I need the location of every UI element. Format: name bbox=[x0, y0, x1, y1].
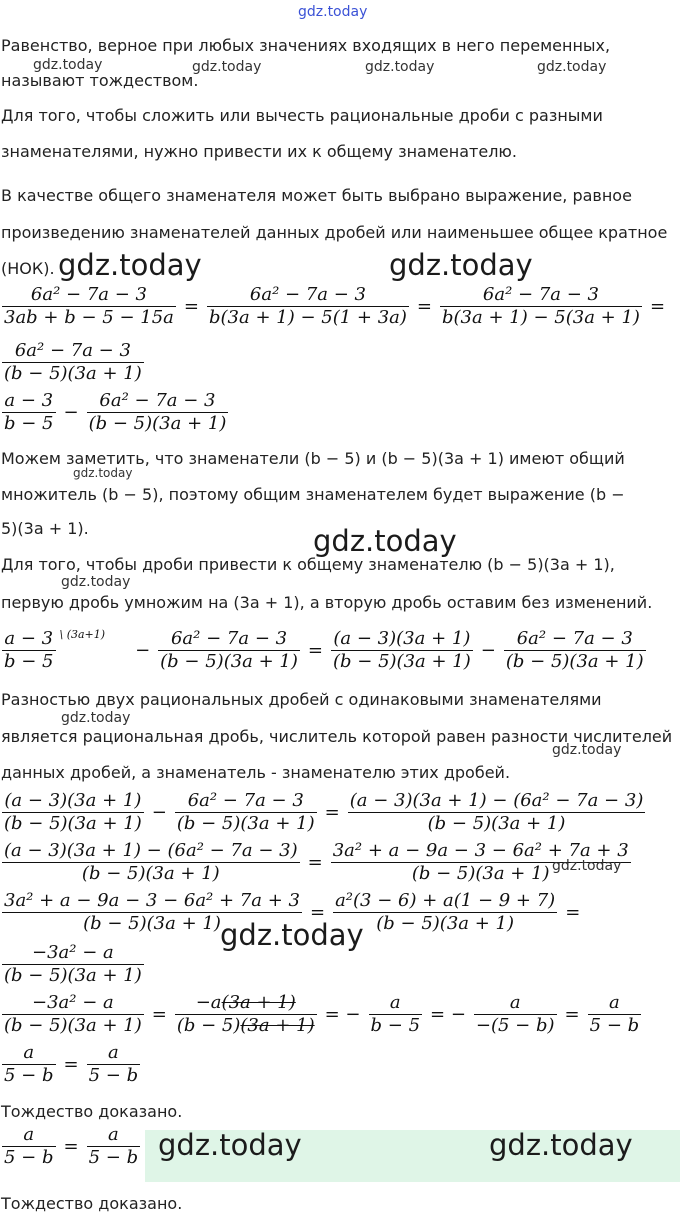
numerator: 6a² − 7a − 3 bbox=[2, 340, 144, 363]
denominator: b − 5 bbox=[4, 651, 54, 672]
paragraph-4-line-2: множитель (b − 5), поэтому общим знаменателем будет выражение (b − bbox=[1, 485, 625, 504]
denominator: (b − 5)(3a + 1) bbox=[176, 813, 315, 834]
cancelled-factor: (3a + 1) bbox=[240, 1015, 315, 1036]
equals-sign: = bbox=[151, 1004, 167, 1025]
numerator: a bbox=[2, 1124, 56, 1147]
equation-line-1 bbox=[0, 284, 671, 329]
paragraph-5-line-2: первую дробь умножим на (3a + 1), а вторую дробь оставим без изменений. bbox=[1, 593, 653, 612]
denominator: b − 5 bbox=[370, 1015, 421, 1036]
denominator: 5 − b bbox=[88, 1147, 139, 1168]
equation-line-2 bbox=[0, 390, 230, 435]
paragraph-2-line-1: Для того, чтобы сложить или вычесть рациональные дроби с разными bbox=[1, 106, 603, 125]
watermark-large: gdz.today bbox=[158, 1128, 302, 1162]
equation-line-3 bbox=[0, 628, 648, 673]
paragraph-6-line-2: является рациональная дробь, числитель которой равен разности числителей bbox=[1, 727, 673, 746]
equation-line-8 bbox=[0, 992, 643, 1037]
paragraph-3-line-1: В качестве общего знаменателя может быть выбрано выражение, равное bbox=[1, 186, 632, 205]
denominator: (b − 5)(3a + 1) bbox=[4, 363, 142, 384]
watermark-large: gdz.today bbox=[220, 918, 364, 952]
equals-minus-sign: = − bbox=[324, 1004, 361, 1025]
numerator: a bbox=[474, 992, 557, 1015]
denominator: (b − 5)(3a + 1) bbox=[4, 1015, 142, 1036]
equals-sign: = bbox=[649, 296, 666, 317]
denominator: 5 − b bbox=[4, 1065, 54, 1086]
denominator: (b − 5)(3a + 1) bbox=[333, 651, 471, 672]
numerator: a bbox=[2, 1042, 56, 1065]
paragraph-1-line-1: Равенство, верное при любых значениях входящих в него переменных, bbox=[1, 36, 611, 55]
denominator: (b − 5)(3a + 1) bbox=[4, 813, 142, 834]
watermark-small: gdz.today bbox=[552, 858, 622, 874]
equals-minus-sign: = − bbox=[430, 1004, 466, 1025]
equation-line-5 bbox=[0, 840, 633, 885]
numerator: −3a² − a bbox=[2, 992, 144, 1015]
numerator: 6a² − 7a − 3 bbox=[87, 390, 229, 413]
denominator: (b − 5)(3a + 1) bbox=[88, 413, 227, 434]
equals-sign: = bbox=[307, 852, 323, 873]
denominator: b(3a + 1) − 5(1 + 3a) bbox=[209, 307, 407, 328]
numerator: a − 3 bbox=[2, 628, 56, 651]
multiplier-annotation: \ (3a+1) bbox=[59, 628, 106, 641]
watermark-small: gdz.today bbox=[552, 742, 622, 758]
equals-sign: = bbox=[564, 1004, 580, 1025]
denominator: 5 − b bbox=[88, 1065, 139, 1086]
equation-result bbox=[0, 1124, 142, 1169]
equals-sign: = bbox=[63, 1054, 79, 1075]
denominator: (b − 5)(3a + 1) bbox=[376, 913, 515, 934]
equation-line-9 bbox=[0, 1042, 142, 1087]
cancelled-factor: (3a + 1) bbox=[221, 992, 296, 1013]
minus-sign: − bbox=[480, 640, 496, 661]
numerator: (a − 3)(3a + 1) bbox=[331, 628, 473, 651]
numerator: a bbox=[369, 992, 423, 1015]
watermark-small: gdz.today bbox=[61, 574, 131, 590]
denominator: (b − 5)(3a + 1) bbox=[4, 965, 142, 986]
watermark-small: gdz.today bbox=[73, 466, 133, 480]
paragraph-6-line-1: Разностью двух рациональных дробей с одинаковыми знаменателями bbox=[1, 690, 602, 709]
conclusion-text: Тождество доказано. bbox=[1, 1102, 183, 1121]
denominator: 5 − b bbox=[4, 1147, 54, 1168]
denominator: b − 5 bbox=[4, 413, 54, 434]
numerator: 6a² − 7a − 3 bbox=[440, 284, 642, 307]
denominator: (b − 5)(3a + 1) bbox=[411, 863, 550, 884]
denominator: −(5 − b) bbox=[475, 1015, 555, 1036]
equation-line-4 bbox=[0, 790, 647, 835]
denominator: (b − 5)(3a + 1) bbox=[83, 913, 221, 934]
numerator: 6a² − 7a − 3 bbox=[207, 284, 409, 307]
numerator: 6a² − 7a − 3 bbox=[175, 790, 317, 813]
watermark-small: gdz.today bbox=[33, 57, 103, 73]
equation-line-1b bbox=[0, 340, 146, 385]
watermark-small: gdz.today bbox=[192, 59, 262, 75]
watermark-large: gdz.today bbox=[489, 1128, 633, 1162]
numerator: (a − 3)(3a + 1) bbox=[2, 790, 144, 813]
watermark-top: gdz.today bbox=[298, 4, 368, 20]
paragraph-4-line-3: 5)(3a + 1). bbox=[1, 519, 89, 538]
paragraph-3-line-2: произведению знаменателей данных дробей или наименьшее общее кратное bbox=[1, 223, 668, 242]
numerator-factor: −a bbox=[195, 992, 222, 1013]
denominator: (b − 5)(3a + 1) bbox=[505, 651, 644, 672]
minus-sign: − bbox=[63, 402, 79, 423]
numerator: (a − 3)(3a + 1) − (6a² − 7a − 3) bbox=[4, 840, 298, 861]
numerator: 6a² − 7a − 3 bbox=[2, 284, 176, 307]
numerator: 6a² − 7a − 3 bbox=[158, 628, 300, 651]
equals-sign: = bbox=[183, 296, 199, 317]
denominator: 3ab + b − 5 − 15a bbox=[4, 307, 174, 328]
equation-line-7 bbox=[0, 942, 146, 987]
watermark-large: gdz.today bbox=[58, 248, 202, 282]
minus-sign: − bbox=[135, 640, 151, 661]
equals-sign: = bbox=[416, 296, 433, 317]
watermark-large: gdz.today bbox=[389, 248, 533, 282]
equals-sign: = bbox=[63, 1136, 79, 1157]
numerator: a bbox=[87, 1124, 141, 1147]
paragraph-5-line-1: Для того, чтобы дроби привести к общему знаменателю (b − 5)(3a + 1), bbox=[1, 555, 615, 574]
numerator bbox=[175, 992, 317, 1015]
numerator: 6a² − 7a − 3 bbox=[504, 628, 646, 651]
denominator: 5 − b bbox=[589, 1015, 640, 1036]
watermark-small: gdz.today bbox=[537, 59, 607, 75]
numerator: 3a² + a − 9a − 3 − 6a² + 7a + 3 bbox=[4, 890, 300, 911]
equals-sign: = bbox=[324, 802, 340, 823]
equals-sign: = bbox=[307, 640, 324, 661]
conclusion-text-final: Тождество доказано. bbox=[1, 1194, 183, 1213]
denominator bbox=[175, 1015, 317, 1037]
watermark-small: gdz.today bbox=[365, 59, 435, 75]
equals-sign: = bbox=[309, 902, 326, 923]
numerator: 3a² + a − 9a − 3 − 6a² + 7a + 3 bbox=[332, 840, 629, 861]
minus-sign: − bbox=[151, 802, 167, 823]
numerator: a − 3 bbox=[2, 390, 56, 413]
numerator: −3a² − a bbox=[2, 942, 144, 965]
denominator: (b − 5)(3a + 1) bbox=[81, 863, 220, 884]
denominator-factor: (b − 5) bbox=[176, 1015, 241, 1036]
paragraph-3-line-3: (НОК). bbox=[1, 259, 55, 278]
denominator: (b − 5)(3a + 1) bbox=[160, 651, 298, 672]
denominator: (b − 5)(3a + 1) bbox=[427, 813, 566, 834]
watermark-small: gdz.today bbox=[61, 710, 131, 726]
equals-sign: = bbox=[565, 902, 581, 923]
numerator: a²(3 − 6) + a(1 − 9 + 7) bbox=[335, 890, 556, 911]
denominator: b(3a + 1) − 5(3a + 1) bbox=[442, 307, 640, 328]
paragraph-1-line-2: называют тождеством. bbox=[1, 71, 199, 90]
paragraph-4-line-1: Можем заметить, что знаменатели (b − 5) и (b − 5)(3a + 1) имеют общий bbox=[1, 449, 625, 468]
watermark-large: gdz.today bbox=[313, 524, 457, 558]
numerator: a bbox=[87, 1042, 141, 1065]
paragraph-6-line-3: данных дробей, а знаменатель - знаменателю этих дробей. bbox=[1, 763, 511, 782]
paragraph-2-line-2: знаменателями, нужно привести их к общему знаменателю. bbox=[1, 142, 517, 161]
numerator: a bbox=[588, 992, 642, 1015]
numerator: (a − 3)(3a + 1) − (6a² − 7a − 3) bbox=[349, 790, 644, 811]
